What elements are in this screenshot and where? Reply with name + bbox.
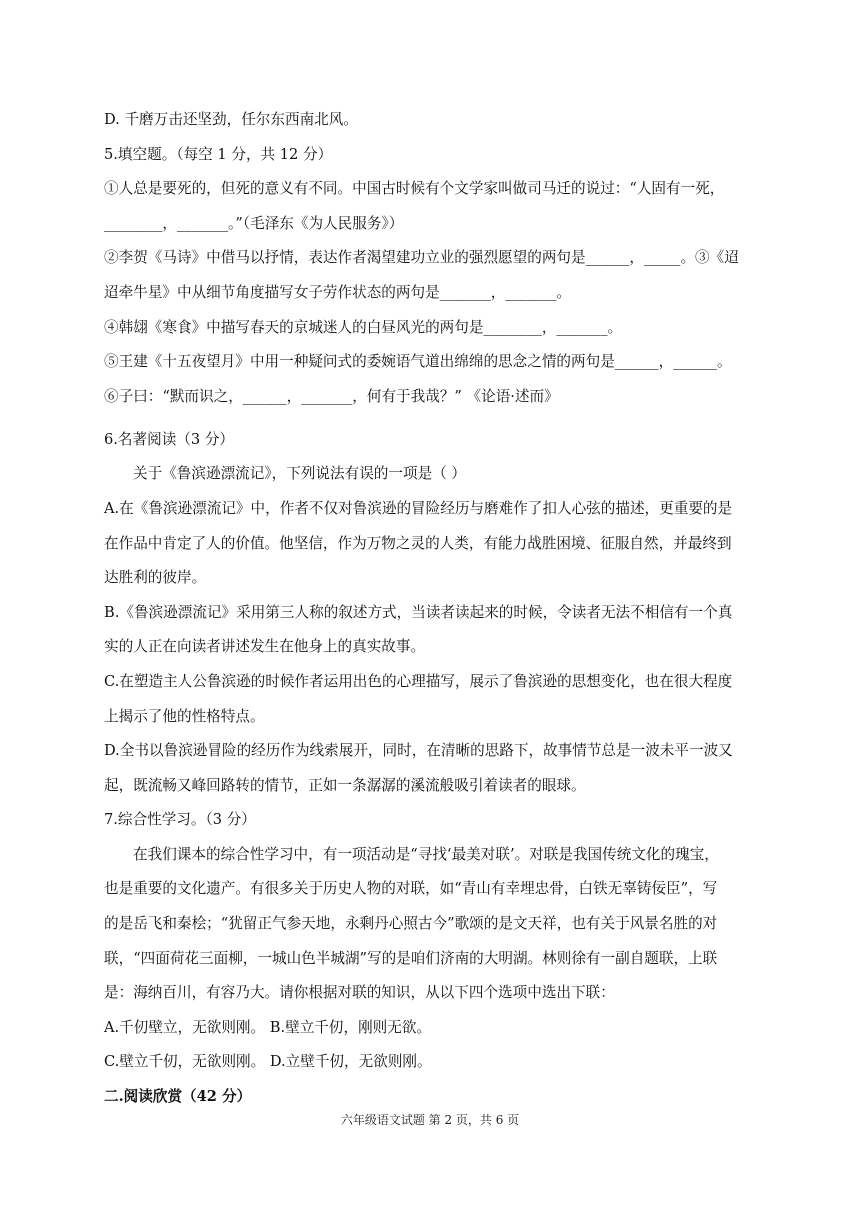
q7-passage-line-4: 联，“四面荷花三面柳，一城山色半城湖”写的是咱们济南的大明湖。林则徐有一副自题联，上联 [104,949,718,967]
q6-option-a-line-3: 达胜利的彼岸。 [104,569,207,587]
q6-option-d-line-2: 起，既流畅又峰回路转的情节，正如一条潺潺的溪流般吸引着读者的眼球。 [104,776,586,794]
q5-item-3: 迢牵牛星》中从细节角度描写女子劳作状态的两句是_______，_______。 [104,283,572,301]
section-2-heading: 二.阅读欣赏（42 分） [104,1088,252,1106]
question-6-title: 6.名著阅读（3 分） [104,430,235,448]
q7-passage-line-5: 是：海纳百川，有容乃大。请你根据对联的知识，从以下四个选项中选出下联： [104,984,615,1002]
q6-option-a-line-1: A.在《鲁滨逊漂流记》中，作者不仅对鲁滨逊的冒险经历与磨难作了扣人心弦的描述，更重要的是 [104,499,733,517]
q6-option-a-line-2: 在作品中肯定了人的价值。他坚信，作为万物之灵的人类，有能力战胜困境、征服自然，并最终到 [104,534,732,552]
page-content [104,108,764,1120]
q7-options-ab: A.千仞壁立，无欲则刚。 B.壁立千仞，刚则无欲。 [104,1018,432,1036]
q7-passage-line-1: 在我们课本的综合性学习中，有一项活动是“寻找‘最美对联’。对联是我国传统文化的瑰宝， [133,845,719,863]
q6-stem: 关于《鲁滨逊漂流记》，下列说法有误的一项是（ ） [133,465,466,483]
q7-passage-line-2: 也是重要的文化遗产。有很多关于历史人物的对联，如“青山有幸埋忠骨，白铁无辜铸佞臣”，写 [104,880,718,898]
q5-item-6: ⑥子曰：“默而识之，______，_______，何有于我哉？” 《论语·述而》 [104,387,559,405]
q5-item-1: ①人总是要死的，但死的意义有不同。中国古时候有个文学家叫做司马迁的说过：“人固有一死， [104,180,725,198]
q6-option-c-line-1: C.在塑造主人公鲁滨逊的时候作者运用出色的心理描写，展示了鲁滨逊的思想变化，也在很大程度 [104,672,733,690]
q7-passage-line-3: 的是岳飞和秦桧；“犹留正气参天地，永剩丹心照古今”歌颂的是文天祥，也有关于风景名胜的对 [104,915,718,933]
page-footer: 六年级语文试题 第 2 页，共 6 页 [340,1113,520,1127]
q6-option-d-line-1: D.全书以鲁滨逊冒险的经历作为线索展开，同时，在清晰的思路下，故事情节总是一波未平一波又 [104,742,733,760]
q5-item-4: ④韩翃《寒食》中描写春天的京城迷人的白昼风光的两句是________，_______。 [104,318,623,336]
q5-item-5: ⑤王建《十五夜望月》中用一种疑问式的委婉语气道出绵绵的思念之情的两句是______，______。 [104,353,732,371]
q5-item-2: ②李贺《马诗》中借马以抒情，表达作者渴望建功立业的强烈愿望的两句是______，_____。③《迢 [104,249,739,267]
q7-options-cd: C.壁立千仞，无欲则刚。 D.立壁千仞，无欲则刚。 [104,1053,432,1071]
question-7-title: 7.综合性学习。（3 分） [104,811,256,829]
q6-option-b-line-2: 实的人正在向读者讲述发生在他身上的真实故事。 [104,638,426,656]
question-5-title: 5.填空题。（每空 1 分，共 12 分） [104,145,333,163]
q6-option-b-line-1: B.《鲁滨逊漂流记》采用第三人称的叙述方式，当读者读起来的时候，令读者无法不相信有一个真 [104,603,733,621]
option-d-poem: D. 千磨万击还坚劲，任尔东西南北风。 [104,111,358,128]
q6-option-c-line-2: 上揭示了他的性格特点。 [104,707,265,725]
q5-item-1-blanks: ________，_______。”（毛泽东《为人民服务》） [104,214,404,232]
